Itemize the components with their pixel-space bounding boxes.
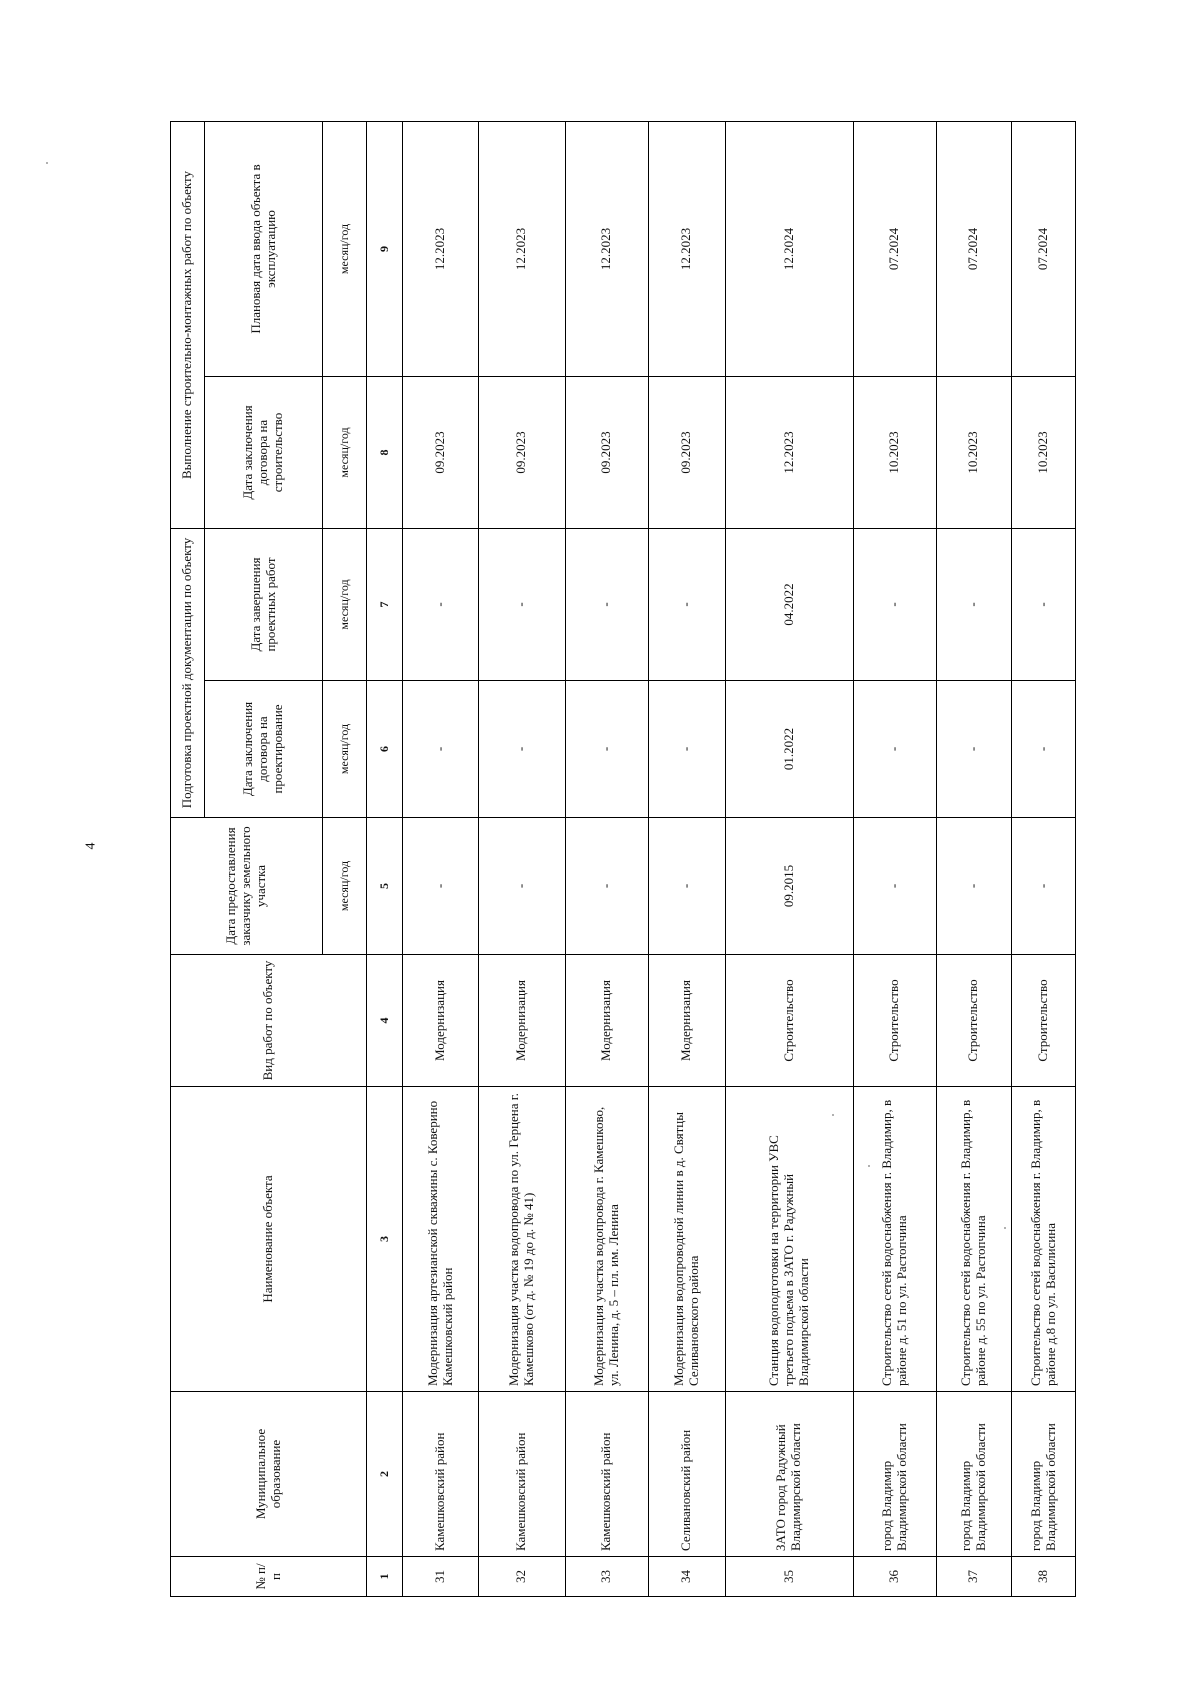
row-municipality: Камешковский район — [478, 1392, 565, 1557]
row-municipality: город Владимир Владимирской области — [853, 1392, 936, 1557]
table-row — [725, 121, 853, 1596]
row-land-date: 09.2015 — [725, 818, 853, 955]
unit-cell: месяц/год — [323, 681, 367, 818]
row-land-date: - — [566, 818, 649, 955]
row-land-date: - — [403, 818, 479, 955]
row-design-complete: 04.2022 — [725, 529, 853, 681]
scan-speck — [46, 162, 48, 164]
row-land-date: - — [478, 818, 565, 955]
row-design-contract: - — [648, 681, 725, 818]
unit-cell: месяц/год — [323, 818, 367, 955]
row-design-contract: - — [853, 681, 936, 818]
row-design-complete: - — [936, 529, 1012, 681]
row-commissioning: 07.2024 — [936, 121, 1012, 376]
column-number: 3 — [367, 1087, 403, 1392]
column-number: 7 — [367, 529, 403, 681]
row-design-complete: - — [403, 529, 479, 681]
row-design-contract: - — [478, 681, 565, 818]
header-construction-contract: Дата заключения договора на строительство — [205, 377, 323, 529]
row-num: 34 — [648, 1557, 725, 1597]
row-construction-contract: 12.2023 — [725, 377, 853, 529]
row-design-contract: - — [1012, 681, 1076, 818]
header-work-type: Вид работ по объекту — [171, 955, 367, 1087]
row-num: 38 — [1012, 1557, 1076, 1597]
row-num: 35 — [725, 1557, 853, 1597]
header-construction-group: Выполнение строительно-монтажных работ по объекту — [171, 121, 205, 528]
row-construction-contract: 09.2023 — [566, 377, 649, 529]
row-object: Модернизация артезианской скважины с. Коверино Камешковский район — [403, 1087, 479, 1392]
column-number: 9 — [367, 121, 403, 376]
unit-cell: месяц/год — [323, 529, 367, 681]
row-construction-contract: 09.2023 — [403, 377, 479, 529]
row-num: 33 — [566, 1557, 649, 1597]
table-row — [478, 121, 565, 1596]
row-municipality: город Владимир Владимирской области — [936, 1392, 1012, 1557]
table-row — [1012, 121, 1076, 1596]
row-design-complete: - — [648, 529, 725, 681]
rotated-table-container — [170, 122, 1076, 1597]
row-work-type: Модернизация — [648, 955, 725, 1087]
row-num: 36 — [853, 1557, 936, 1597]
row-commissioning: 12.2023 — [566, 121, 649, 376]
header-commissioning: Плановая дата ввода объекта в эксплуатацию — [205, 121, 323, 376]
table-row — [853, 121, 936, 1596]
row-commissioning: 07.2024 — [1012, 121, 1076, 376]
header-object-name: Наименование объекта — [171, 1087, 367, 1392]
row-construction-contract: 10.2023 — [1012, 377, 1076, 529]
row-work-type: Строительство — [853, 955, 936, 1087]
row-design-contract: - — [566, 681, 649, 818]
header-municipality: Муниципальное образование — [171, 1392, 367, 1557]
header-num: № п/п — [171, 1557, 367, 1597]
row-land-date: - — [853, 818, 936, 955]
row-municipality: Селивановский район — [648, 1392, 725, 1557]
row-municipality: Камешковский район — [566, 1392, 649, 1557]
unit-cell: месяц/год — [323, 121, 367, 376]
row-commissioning: 12.2023 — [403, 121, 479, 376]
row-object: Строительство сетей водоснабжения г. Владимир, в районе д. 55 по ул. Растопчина — [936, 1087, 1012, 1392]
row-design-complete: - — [1012, 529, 1076, 681]
row-municipality: Камешковский район — [403, 1392, 479, 1557]
column-number: 6 — [367, 681, 403, 818]
column-number: 4 — [367, 955, 403, 1087]
row-work-type: Строительство — [936, 955, 1012, 1087]
row-design-complete: - — [853, 529, 936, 681]
row-work-type: Строительство — [1012, 955, 1076, 1087]
row-object: Модернизация водопроводной линии в д. Святцы Селивановского района — [648, 1087, 725, 1392]
row-commissioning: 12.2023 — [478, 121, 565, 376]
column-number: 8 — [367, 377, 403, 529]
row-work-type: Модернизация — [403, 955, 479, 1087]
row-work-type: Строительство — [725, 955, 853, 1087]
row-land-date: - — [1012, 818, 1076, 955]
row-design-contract: - — [936, 681, 1012, 818]
row-municipality: ЗАТО город Радужный Владимирской области — [725, 1392, 853, 1557]
row-num: 37 — [936, 1557, 1012, 1597]
row-object: Строительство сетей водоснабжения г. Владимир, в районе д.8 по ул. Василисина — [1012, 1087, 1076, 1392]
table-row — [403, 121, 479, 1596]
header-land-date: Дата предоставления заказчику земельного участка — [171, 818, 323, 955]
row-object: Модернизация участка водопровода г. Камешково, ул. Ленина, д. 5 – пл. им. Ленина — [566, 1087, 649, 1392]
row-num: 32 — [478, 1557, 565, 1597]
row-object: Строительство сетей водоснабжения г. Владимир, в районе д. 51 по ул. Растопчина — [853, 1087, 936, 1392]
header-design-contract: Дата заключения договора на проектирование — [205, 681, 323, 818]
row-object: Станция водоподготовки на территории УВС третьего подъема в ЗАТО г. Радужный Владимирской области — [725, 1087, 853, 1392]
row-design-contract: - — [403, 681, 479, 818]
column-number: 5 — [367, 818, 403, 955]
row-land-date: - — [648, 818, 725, 955]
row-construction-contract: 09.2023 — [478, 377, 565, 529]
row-construction-contract: 10.2023 — [936, 377, 1012, 529]
row-work-type: Модернизация — [566, 955, 649, 1087]
page-number: 4 — [83, 842, 99, 850]
table-row — [566, 121, 649, 1596]
column-number: 1 — [367, 1557, 403, 1597]
row-design-complete: - — [566, 529, 649, 681]
row-num: 31 — [403, 1557, 479, 1597]
row-object: Модернизация участка водопровода по ул. Герцена г. Камешково (от д. № 19 до д. № 41) — [478, 1087, 565, 1392]
row-construction-contract: 09.2023 — [648, 377, 725, 529]
schedule-table — [170, 121, 1076, 1597]
table-row — [648, 121, 725, 1596]
row-design-complete: - — [478, 529, 565, 681]
row-commissioning: 07.2024 — [853, 121, 936, 376]
unit-cell: месяц/год — [323, 377, 367, 529]
row-work-type: Модернизация — [478, 955, 565, 1087]
table-row — [936, 121, 1012, 1596]
row-municipality: город Владимир Владимирской области — [1012, 1392, 1076, 1557]
row-land-date: - — [936, 818, 1012, 955]
column-number: 2 — [367, 1392, 403, 1557]
header-design-complete: Дата завершения проектных работ — [205, 529, 323, 681]
row-commissioning: 12.2024 — [725, 121, 853, 376]
row-design-contract: 01.2022 — [725, 681, 853, 818]
row-commissioning: 12.2023 — [648, 121, 725, 376]
row-construction-contract: 10.2023 — [853, 377, 936, 529]
header-design-group: Подготовка проектной документации по объекту — [171, 529, 205, 818]
